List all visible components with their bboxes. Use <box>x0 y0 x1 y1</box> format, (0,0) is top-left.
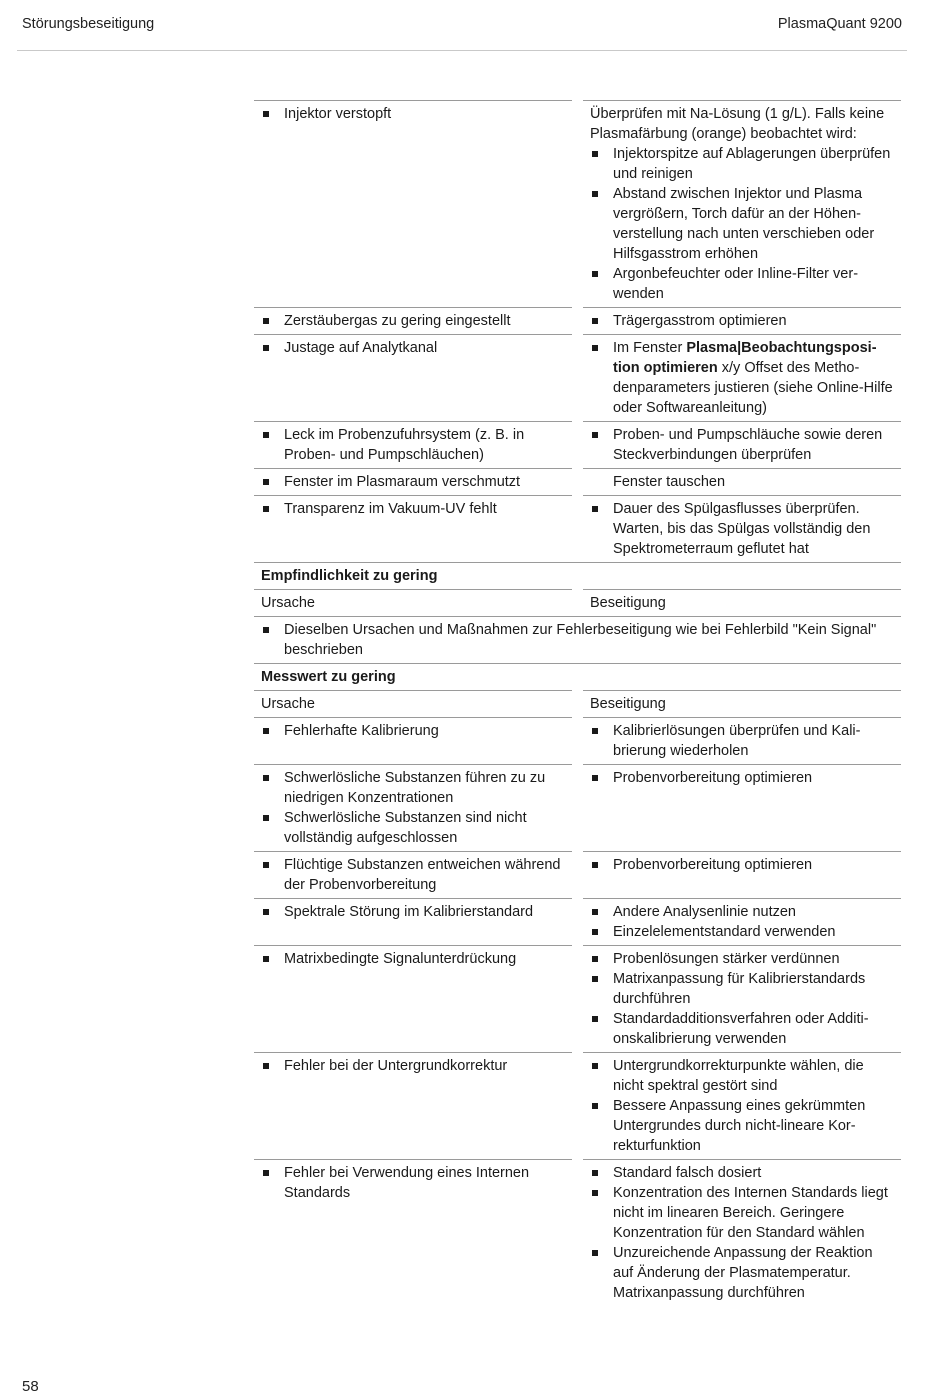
fix-cell <box>583 717 901 764</box>
running-header-product: PlasmaQuant 9200 <box>777 16 902 32</box>
cause-cell <box>254 717 572 764</box>
table-row <box>254 307 901 334</box>
cause-item: Justage auf Analytkanal <box>261 338 566 358</box>
fix-item: Probenlösungen stärker verdünnen <box>590 949 895 969</box>
fix-item: Unzureichende Anpassung der Reaktion auf Änderung der Plasmatemperatur. Matrixanpassung durchführen <box>590 1243 895 1303</box>
cause-cell <box>254 421 572 468</box>
fix-cell <box>583 945 901 1052</box>
section-title: Empfindlichkeit zu gering <box>254 562 901 589</box>
fix-item: Dauer des Spülgasflusses überprüfen. Warten, bis das Spülgas vollständig den Spektrometerraum geflutet hat <box>590 499 895 559</box>
fix-cell <box>583 100 901 307</box>
table-row <box>254 495 901 562</box>
cause-cell <box>254 851 572 898</box>
cause-item: Flüchtige Substanzen entweichen während der Probenvorbereitung <box>261 855 566 895</box>
page-number: 58 <box>22 1378 39 1395</box>
table-row <box>254 334 901 421</box>
fix-text: x/y Offset des Methodenparameters justieren (siehe Online-Hilfe oder Softwareanleitung) <box>613 360 893 416</box>
table-row <box>254 1052 901 1159</box>
cause-cell <box>254 898 572 945</box>
running-header-section: Störungsbeseitigung <box>22 16 155 32</box>
fix-cell <box>583 334 901 421</box>
header-divider <box>17 50 907 51</box>
cause-item: Fehler bei Verwendung eines Internen Standards <box>261 1163 566 1203</box>
fix-item: Standardadditionsverfahren oder Additionskalibrierung verwenden <box>590 1009 895 1049</box>
table-row <box>254 421 901 468</box>
fix-item: Abstand zwischen Injektor und Plasma vergrößern, Torch dafür an der Höhenverstellung nach unten verschieben oder Hilfsgasstrom erhöhen <box>590 184 895 264</box>
column-header-fix: Beseitigung <box>583 690 901 717</box>
cause-cell <box>254 307 572 334</box>
fix-cell <box>583 1052 901 1159</box>
fix-cell <box>583 851 901 898</box>
table-row <box>254 945 901 1052</box>
fix-item <box>590 338 895 418</box>
cause-item: Schwerlösliche Substanzen führen zu zu niedrigen Konzentrationen <box>261 768 566 808</box>
fix-cell <box>583 307 901 334</box>
table-header-row <box>254 589 901 616</box>
cause-item: Schwerlösliche Substanzen sind nicht vollständig aufgeschlossen <box>261 808 566 848</box>
column-header-cause: Ursache <box>254 589 572 616</box>
cause-item: Fehler bei der Untergrundkorrektur <box>261 1056 566 1076</box>
cause-item: Leck im Probenzufuhrsystem (z. B. in Proben- und Pumpschläuchen) <box>261 425 566 465</box>
table-row <box>254 616 901 663</box>
table-row <box>254 100 901 307</box>
fix-item: Andere Analysenlinie nutzen <box>590 902 895 922</box>
cause-item: Fenster im Plasmaraum verschmutzt <box>261 472 566 492</box>
fix-cell <box>583 898 901 945</box>
table-row <box>254 898 901 945</box>
fix-item: Trägergasstrom optimieren <box>590 311 895 331</box>
fix-item: Bessere Anpassung eines gekrümmten Untergrundes durch nicht-lineare Korrekturfunktion <box>590 1096 895 1156</box>
cause-item: Fehlerhafte Kalibrierung <box>261 721 566 741</box>
fix-item: Kalibrierlösungen überprüfen und Kalibrierung wiederholen <box>590 721 895 761</box>
cause-cell <box>254 495 572 562</box>
table-header-row <box>254 690 901 717</box>
fix-item: Untergrundkorrekturpunkte wählen, die nicht spektral gestört sind <box>590 1056 895 1096</box>
fix-item: Standard falsch dosiert <box>590 1163 895 1183</box>
fix-item: Argonbefeuchter oder Inline-Filter verwenden <box>590 264 895 304</box>
fix-cell <box>583 421 901 468</box>
table-row <box>254 1159 901 1306</box>
fix-item: Proben- und Pumpschläuche sowie deren Steckverbindungen überprüfen <box>590 425 895 465</box>
note-item: Dieselben Ursachen und Maßnahmen zur Fehlerbeseitigung wie bei Fehlerbild "Kein Signal" beschrieben <box>261 620 895 660</box>
cause-cell <box>254 945 572 1052</box>
table-row <box>254 851 901 898</box>
cause-cell <box>254 1052 572 1159</box>
fix-cell <box>583 764 901 851</box>
fix-item: Probenvorbereitung optimieren <box>590 855 895 875</box>
section-title: Messwert zu gering <box>254 663 901 690</box>
troubleshooting-tables <box>254 100 901 1306</box>
cause-item: Transparenz im Vakuum-UV fehlt <box>261 499 566 519</box>
column-header-fix: Beseitigung <box>583 589 901 616</box>
fix-item: Probenvorbereitung optimieren <box>590 768 895 788</box>
fix-item: Injektorspitze auf Ablagerungen überprüfen und reinigen <box>590 144 895 184</box>
cause-cell <box>254 1159 572 1306</box>
fix-cell <box>583 468 901 495</box>
fix-item: Konzentration des Internen Standards liegt nicht im linearen Bereich. Geringere Konzentration für den Standard wählen <box>590 1183 895 1243</box>
cause-cell <box>254 334 572 421</box>
fix-cell <box>583 495 901 562</box>
table-row <box>254 764 901 851</box>
table-row <box>254 717 901 764</box>
fix-item: Fenster tauschen <box>613 474 726 490</box>
cause-item: Injektor verstopft <box>261 104 566 124</box>
cause-cell <box>254 468 572 495</box>
fix-cell <box>583 1159 901 1306</box>
fix-item: Einzelelementstandard verwenden <box>590 922 895 942</box>
table-row <box>254 468 901 495</box>
cause-cell <box>254 764 572 851</box>
cause-item: Zerstäubergas zu gering eingestellt <box>261 311 566 331</box>
fix-text: Im Fenster <box>613 340 687 356</box>
cause-cell <box>254 100 572 307</box>
software-menu-path: Plasma|Beobachtungsposition optimieren <box>613 340 877 376</box>
fix-intro: Überprüfen mit Na-Lösung (1 g/L). Falls keine Plasmafärbung (orange) beobachtet wird: <box>590 106 885 142</box>
cause-item: Spektrale Störung im Kalibrierstandard <box>261 902 566 922</box>
fix-item: Matrixanpassung für Kalibrierstandards durchführen <box>590 969 895 1009</box>
cause-item: Matrixbedingte Signalunterdrückung <box>261 949 566 969</box>
column-header-cause: Ursache <box>254 690 572 717</box>
